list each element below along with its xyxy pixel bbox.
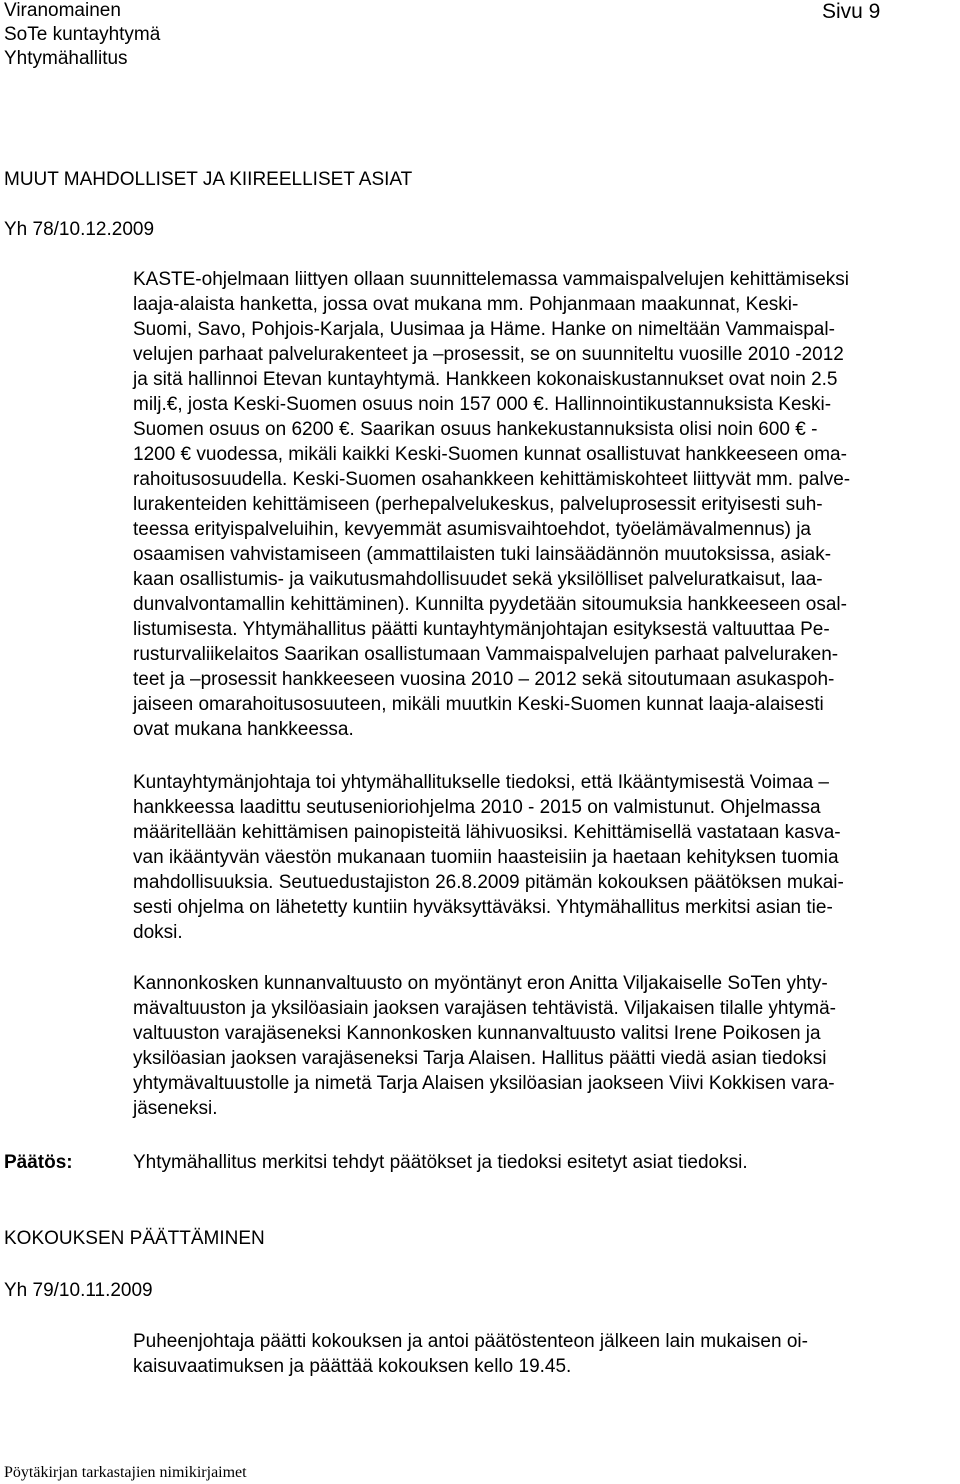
paragraph-line: Kannonkosken kunnanvaltuusto on myöntänyt eron Anitta Viljakaiselle SoTen yhty- — [133, 973, 828, 994]
page-number: Sivu 9 — [822, 0, 881, 23]
paragraph-line: ovat mukana hankkeessa. — [133, 719, 354, 740]
paragraph-line: laaja-alaista hanketta, jossa ovat mukana mm. Pohjanmaan maakunnat, Keski- — [133, 294, 799, 315]
paragraph-line: KASTE-ohjelmaan liittyen ollaan suunnittelemassa vammaispalvelujen kehittämiseksi — [133, 269, 850, 290]
paragraph-line: rusturvaliikelaitos Saarikan osallistumaan Vammaispalvelujen parhaat palveluraken- — [133, 644, 839, 665]
paragraph-line: teet ja –prosessit hankkeeseen vuosina 2010 – 2012 sekä sitoutumaan asukaspoh- — [133, 669, 835, 690]
paragraph-line: Kuntayhtymänjohtaja toi yhtymähallitukselle tiedoksi, että Ikääntymisestä Voimaa – — [133, 772, 829, 793]
paragraph-line: kaan osallistumis- ja vaikutusmahdollisuudet sekä yksilölliset palveluratkaisut, laa- — [133, 569, 823, 590]
paragraph-line: mävaltuuston ja yksilöasiain jaoksen varajäsen tehtävistä. Viljakaisen tilalle yhtymä- — [133, 998, 836, 1019]
paragraph-line: dunvalvontamallin kehittäminen). Kunnilta pyydetään sitoumuksia hankkeeseen osal- — [133, 594, 847, 615]
paragraph-line: 1200 € vuodessa, mikäli kaikki Keski-Suomen kunnat osallistuvat hankkeeseen oma- — [133, 444, 847, 465]
item-reference: Yh 78/10.12.2009 — [4, 219, 155, 240]
paragraph-line: ja sitä hallinnoi Etevan kuntayhtymä. Hankkeen kokonaiskustannukset ovat noin 2.5 — [133, 369, 838, 390]
paragraph-line: hankkeessa laadittu seutusenioriohjelma 2010 - 2015 on valmistunut. Ohjelmassa — [133, 797, 821, 818]
item-reference: Yh 79/10.11.2009 — [4, 1280, 153, 1301]
paragraph-line: listumisesta. Yhtymähallitus päätti kuntayhtymänjohtajan esityksestä valtuuttaa Pe- — [133, 619, 830, 640]
paragraph-line: osaamisen vahvistamiseen (ammattilaisten tuki lainsäädännön muutoksissa, asiak- — [133, 544, 832, 565]
paragraph-line: määritellään kehittämisen painopisteitä lähivuosiksi. Kehittämisellä vastataan kasva- — [133, 822, 841, 843]
decision-text: Yhtymähallitus merkitsi tehdyt päätökset ja tiedoksi esitetyt asiat tiedoksi. — [133, 1152, 748, 1173]
paragraph-line: Suomi, Savo, Pohjois-Karjala, Uusimaa ja Häme. Hanke on nimeltään Vammaispal- — [133, 319, 835, 340]
paragraph-line: Suomen osuus on 6200 €. Saarikan osuus hankekustannuksista olisi noin 600 € - — [133, 419, 818, 440]
paragraph-line: kaisuvaatimuksen ja päättää kokouksen kello 19.45. — [133, 1356, 572, 1377]
paragraph-line: doksi. — [133, 922, 183, 943]
paragraph-line: valtuuston varajäseneksi Kannonkosken kunnanvaltuusto valitsi Irene Poikosen ja — [133, 1023, 821, 1044]
paragraph-line: yhtymävaltuustolle ja nimetä Tarja Alaisen yksilöasian jaokseen Viivi Kokkisen vara- — [133, 1073, 835, 1094]
paragraph-line: yksilöasian jaoksen varajäseneksi Tarja Alaisen. Hallitus päätti viedä asian tiedoksi — [133, 1048, 827, 1069]
paragraph-line: van ikääntyvän väestön mukanaan tuomiin haasteisiin ja haetaan kehityksen tuomia — [133, 847, 839, 868]
paragraph-line: rahoitusosuudella. Keski-Suomen osahankkeen kehittämiskohteet liittyvät mm. palve- — [133, 469, 851, 490]
organization-name: Viranomainen — [4, 0, 121, 21]
section-heading-other-matters: MUUT MAHDOLLISET JA KIIREELLISET ASIAT — [4, 169, 413, 190]
paragraph-line: jäseneksi. — [133, 1098, 218, 1119]
paragraph-line: sesti ohjelma on lähetetty kuntiin hyväksyttäväksi. Yhtymähallitus merkitsi asian tie- — [133, 897, 833, 918]
body-name: Yhtymähallitus — [4, 48, 128, 69]
paragraph-line: milj.€, josta Keski-Suomen osuus noin 157 000 €. Hallinnointikustannuksista Keski- — [133, 394, 832, 415]
decision-label: Päätös: — [4, 1152, 73, 1173]
paragraph-line: mahdollisuuksia. Seutuedustajiston 26.8.2009 pitämän kokouksen päätöksen mukai- — [133, 872, 844, 893]
footer-initials-label: Pöytäkirjan tarkastajien nimikirjaimet — [4, 1464, 247, 1481]
paragraph-line: velujen parhaat palvelurakenteet ja –prosessit, se on suunniteltu vuosille 2010 -2012 — [133, 344, 844, 365]
paragraph-line: teessa erityispalveluihin, kevyemmät asumisvaihtoehdot, työelämävalmennus) ja — [133, 519, 811, 540]
section-heading-meeting-closing: KOKOUKSEN PÄÄTTÄMINEN — [4, 1228, 265, 1249]
paragraph-line: jaiseen omarahoitusosuuteen, mikäli muutkin Keski-Suomen kunnat laaja-alaisesti — [133, 694, 824, 715]
paragraph-line: lurakenteiden kehittämiseen (perhepalvelukeskus, palveluprosessit erityisesti suh- — [133, 494, 823, 515]
paragraph-line: Puheenjohtaja päätti kokouksen ja antoi päätöstenteon jälkeen lain mukaisen oi- — [133, 1331, 808, 1352]
group-name: SoTe kuntayhtymä — [4, 24, 161, 45]
